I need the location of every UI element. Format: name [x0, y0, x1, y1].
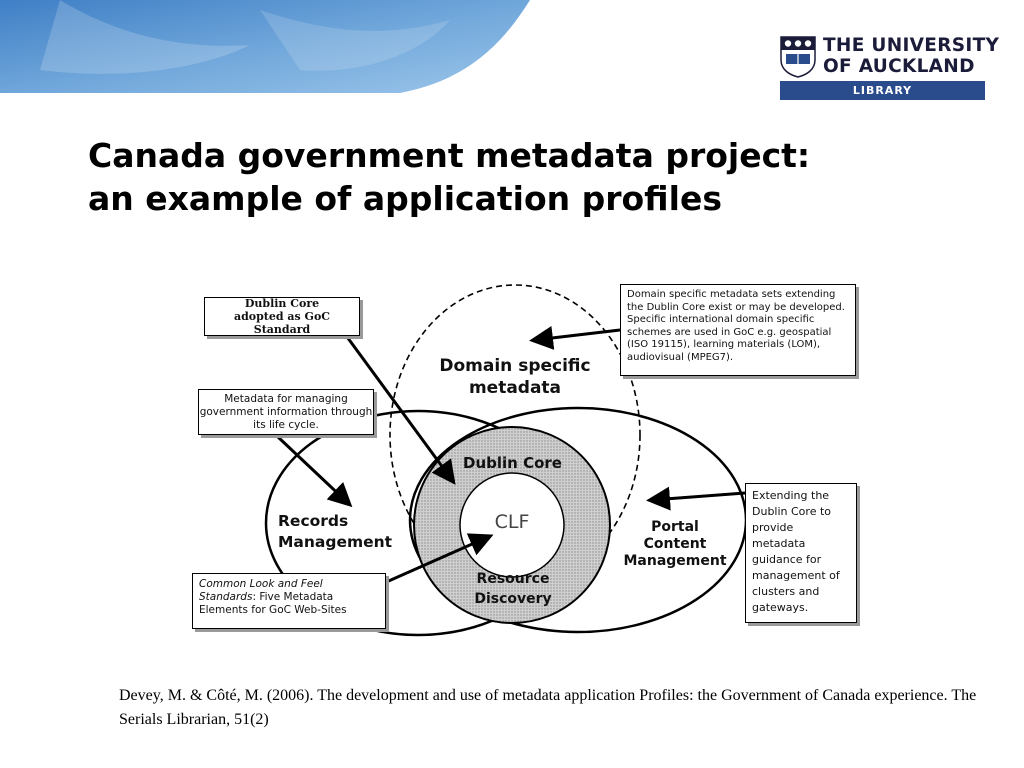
callout-clf-italic-text: Common Look and Feel Standards	[199, 578, 323, 603]
callout-domain-specific	[620, 284, 856, 376]
callout-dublin-core-adopted	[204, 297, 360, 336]
portal-label-line2: Content	[643, 536, 707, 552]
callout-dublin-core-adopted-text: Dublin Core adopted as GoC Standard	[233, 297, 331, 336]
slide-title	[88, 134, 948, 220]
arrow-records	[278, 437, 348, 503]
callout-clf-standards	[192, 573, 386, 629]
portal-content-label	[610, 519, 740, 570]
citation-text: Devey, M. & Côté, M. (2006). The development and use of metadata application Profiles: the Government of Canada experience. The Serials Librarian, 51(2)	[119, 687, 977, 728]
domain-specific-label	[415, 355, 615, 399]
domain-label-line1: Domain specific	[439, 356, 591, 376]
callout-extending-dublin-core	[745, 483, 857, 623]
resource-label-line1: Resource	[476, 571, 550, 587]
records-label-line1: Records	[278, 512, 349, 530]
logo-library-bar: LIBRARY	[780, 81, 985, 100]
callout-extending-text: Extending the Dublin Core to provide metadata guidance for management of clusters and gateways.	[752, 489, 840, 614]
logo-text-line2: OF AUCKLAND	[823, 56, 975, 77]
resource-discovery-label	[448, 569, 578, 609]
resource-label-line2: Discovery	[474, 591, 552, 607]
university-logo	[779, 33, 1000, 103]
portal-label-line3: Management	[623, 553, 727, 569]
logo-text-line1: THE UNIVERSITY	[823, 35, 1000, 56]
records-label-line2: Management	[278, 533, 393, 551]
clf-label: CLF	[494, 511, 530, 533]
dublin-core-label: Dublin Core	[463, 454, 562, 472]
domain-label-line2: metadata	[468, 378, 562, 398]
callout-records-metadata-text: Metadata for managing government information through its life cycle.	[199, 393, 373, 431]
callout-domain-text: Domain specific metadata sets extending the Dublin Core exist or may be developed. Specific international domain specific schemes are used in GoC e.g. geospatial (ISO 19115), learning materials (LOM), audiovisual (MPEG7).	[627, 289, 845, 363]
arrow-domain	[535, 330, 620, 340]
title-line1: Canada government metadata project:	[88, 136, 811, 175]
metadata-diagram	[190, 275, 870, 640]
records-management-label	[278, 511, 408, 553]
callout-records-metadata	[198, 389, 374, 435]
arrow-extending	[652, 493, 745, 500]
callout-clf-text: : Five Metadata Elements for GoC Web-Sites	[199, 591, 347, 616]
title-line2: an example of application profiles	[88, 179, 722, 218]
crest-icon	[780, 36, 816, 78]
portal-label-line1: Portal	[651, 519, 699, 535]
